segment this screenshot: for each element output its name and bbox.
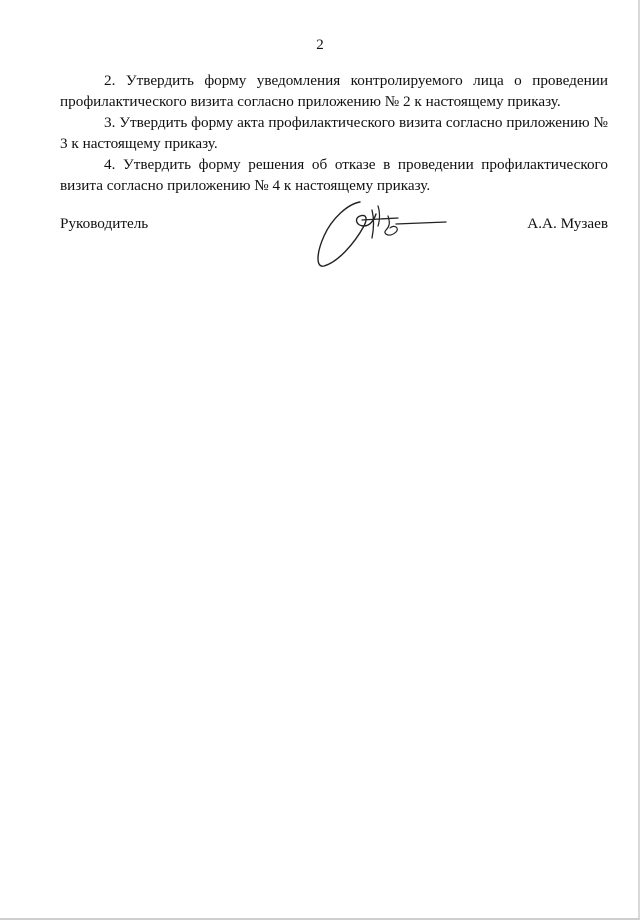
page-number: 2 bbox=[316, 37, 324, 53]
document-body bbox=[60, 70, 608, 196]
signature-block bbox=[60, 214, 608, 294]
signer-title: Руководитель bbox=[60, 215, 149, 232]
paragraph-item-4: 4. Утвердить форму решения об отказе в проведении профилактического визита согласно приложению № 4 к настоящему приказу. bbox=[60, 156, 608, 194]
handwritten-signature bbox=[310, 196, 450, 286]
signer-name: А.А. Музаев bbox=[527, 215, 608, 232]
paragraph-item-2: 2. Утвердить форму уведомления контролируемого лица о проведении профилактического визита согласно приложению № 2 к настоящему приказу. bbox=[60, 72, 608, 110]
paragraph-item-3: 3. Утвердить форму акта профилактического визита согласно приложению № 3 к настоящему приказу. bbox=[60, 114, 608, 152]
